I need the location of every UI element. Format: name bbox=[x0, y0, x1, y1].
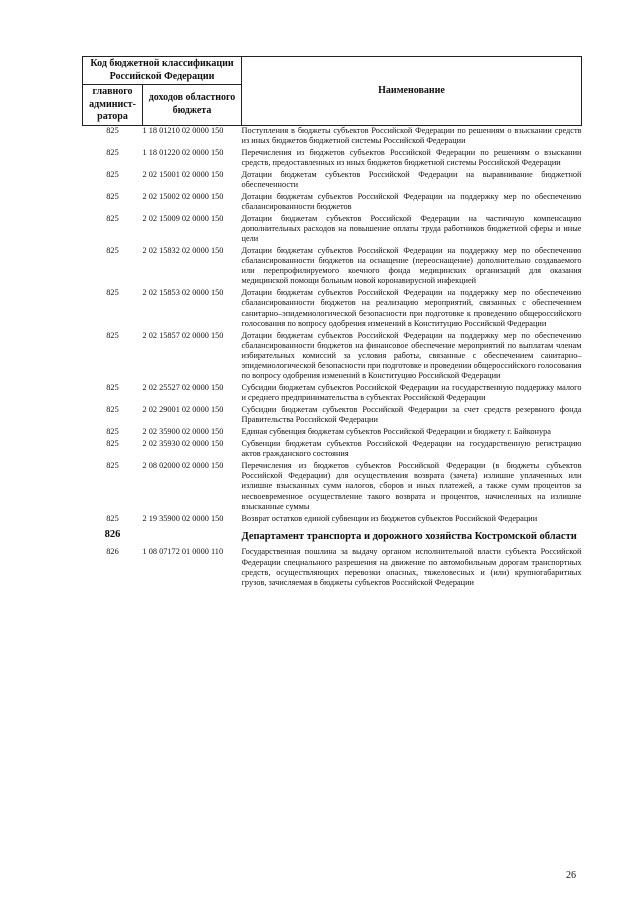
table-row bbox=[83, 148, 582, 170]
income-code: 2 02 35930 02 0000 150 bbox=[142, 438, 224, 448]
income-name: Поступления в бюджеты субъектов Российской Федерации по решениям о взыскании средств из иных бюджетов бюджетной системы Российской Федерации bbox=[241, 125, 582, 145]
income-code: 2 02 25527 02 0000 150 bbox=[142, 383, 224, 393]
table-row bbox=[83, 383, 582, 405]
table-row bbox=[83, 427, 582, 439]
income-code: 2 02 15832 02 0000 150 bbox=[142, 245, 224, 255]
admin-code: 825 bbox=[106, 125, 119, 135]
admin-code: 825 bbox=[106, 383, 119, 393]
department-spacer bbox=[143, 525, 242, 547]
income-code: 1 18 01220 02 0000 150 bbox=[142, 147, 224, 157]
admin-code: 825 bbox=[106, 191, 119, 201]
income-name: Дотации бюджетам субъектов Российской Федерации на выравнивание бюджетной обеспеченности bbox=[241, 169, 582, 189]
income-code: 2 02 15853 02 0000 150 bbox=[142, 288, 224, 298]
admin-code: 825 bbox=[106, 427, 119, 437]
admin-code: 825 bbox=[106, 213, 119, 223]
table-row bbox=[83, 192, 582, 214]
income-name: Субвенции бюджетам субъектов Российской Федерации на государственную регистрацию актов гражданского состояния bbox=[241, 438, 582, 459]
income-code: 2 02 35900 02 0000 150 bbox=[142, 427, 224, 437]
header-group-code: Код бюджетной классификации Российской Федерации bbox=[83, 57, 242, 85]
income-code: 2 19 35900 02 0000 150 bbox=[142, 513, 224, 523]
admin-code: 825 bbox=[106, 147, 119, 157]
department-code: 826 bbox=[104, 529, 121, 541]
table-row bbox=[83, 514, 582, 526]
income-name: Единая субвенция бюджетам субъектов Российской Федерации и бюджету г. Байконура bbox=[241, 427, 551, 437]
admin-code: 825 bbox=[106, 169, 119, 179]
admin-code: 825 bbox=[106, 405, 119, 415]
admin-code: 826 bbox=[106, 547, 119, 557]
income-name: Государственная пошлина за выдачу органом исполнительной власти субъекта Российской Федерации специального разрешения на движение по автомобильным дорогам транспортных средств, осуществляющих перевозки опасных, тяжеловесных и (или) крупногабаритных грузов, зачисляемая в бюджеты субъектов Российской Федерации bbox=[241, 547, 582, 587]
table-row bbox=[83, 439, 582, 461]
income-code: 2 02 29001 02 0000 150 bbox=[142, 405, 224, 415]
income-code: 2 02 15001 02 0000 150 bbox=[142, 169, 224, 179]
header-name: Наименование bbox=[242, 57, 582, 126]
table-row bbox=[83, 405, 582, 427]
income-code: 2 02 15002 02 0000 150 bbox=[142, 191, 224, 201]
income-name: Дотации бюджетам субъектов Российской Федерации на поддержку мер по обеспечению сбалансированности бюджетов на финансовое обеспечение мероприятий по выплатам членам избирательных комиссий за условия работы, связанные с обеспечением санитарно–эпидемиологической безопасности при подготовке и проведении общероссийского голосования по вопросу одобрения изменений в Конституцию Российской Федерации bbox=[241, 330, 582, 381]
table-row bbox=[83, 331, 582, 384]
income-name: Дотации бюджетам субъектов Российской Федерации на поддержку мер по обеспечению сбалансированности бюджетов на реализацию мероприятий, связанных с обеспечением санитарно–эпидемиологической безопасности при подготовке к проведению общероссийского голосования по вопросу одобрения изменений в Конституцию Российской Федерации bbox=[241, 288, 582, 328]
income-name: Перечисления из бюджетов субъектов Российской Федерации (в бюджеты субъектов Российской Федерации) для осуществления возврата (зачета) излишне уплаченных или излишне взысканных сумм налогов, сборов и иных платежей, а также сумм процентов за несвоевременное осуществление такого возврата и процентов, начисленных на излишне взысканные суммы bbox=[241, 460, 582, 511]
income-name: Дотации бюджетам субъектов Российской Федерации на поддержку мер по обеспечению сбалансированности бюджетов bbox=[241, 191, 582, 211]
table-header bbox=[83, 57, 582, 126]
table-body-825 bbox=[83, 125, 582, 590]
table-row bbox=[83, 125, 582, 148]
table-row bbox=[83, 547, 582, 589]
income-name: Перечисления из бюджетов субъектов Российской Федерации по решениям о взыскании средств, предоставленных из иных бюджетов бюджетной системы Российской Федерации bbox=[241, 147, 582, 167]
income-name: Субсидии бюджетам субъектов Российской Федерации за счет средств резервного фонда Правительства Российской Федерации bbox=[241, 405, 582, 425]
admin-code: 825 bbox=[106, 245, 119, 255]
income-code: 2 08 02000 02 0000 150 bbox=[142, 460, 224, 470]
income-code: 2 02 15009 02 0000 150 bbox=[142, 213, 224, 223]
income-name: Дотации бюджетам субъектов Российской Федерации на поддержку мер по обеспечению сбалансированности бюджетов на оснащение (переоснащение) дополнительно создаваемого или перепрофилируемого коечного фонда медицинских организаций для оказания медицинской помощи больным новой коронавирусной инфекцией bbox=[241, 245, 582, 286]
table-row bbox=[83, 170, 582, 192]
income-code: 1 18 01210 02 0000 150 bbox=[142, 125, 224, 135]
department-row bbox=[83, 525, 582, 547]
table-row bbox=[83, 214, 582, 246]
admin-code: 825 bbox=[106, 288, 119, 298]
table-row bbox=[83, 461, 582, 514]
income-name: Дотации бюджетам субъектов Российской Федерации на частичную компенсацию дополнительных расходов на повышение оплаты труда работников бюджетной сферы и иные цели bbox=[241, 213, 582, 243]
income-code: 1 08 07172 01 0000 110 bbox=[142, 547, 224, 557]
budget-classification-table bbox=[82, 56, 582, 590]
header-admin: главного админист-ратора bbox=[83, 85, 143, 126]
income-code: 2 02 15857 02 0000 150 bbox=[142, 330, 224, 340]
table-row bbox=[83, 246, 582, 288]
admin-code: 825 bbox=[106, 513, 119, 523]
income-name: Субсидии бюджетам субъектов Российской Федерации на государственную поддержку малого и среднего предпринимательства в субъектах Российской Федерации bbox=[241, 383, 582, 403]
header-income: доходов областного бюджета bbox=[143, 85, 242, 126]
income-name: Возврат остатков единой субвенции из бюджетов субъектов Российской Федерации bbox=[241, 513, 538, 523]
page-number: 26 bbox=[566, 870, 576, 881]
admin-code: 825 bbox=[106, 460, 119, 470]
department-name: Департамент транспорта и дорожного хозяйства Костромской области bbox=[241, 531, 577, 543]
table-row bbox=[83, 288, 582, 330]
admin-code: 825 bbox=[106, 330, 119, 340]
admin-code: 825 bbox=[106, 438, 119, 448]
